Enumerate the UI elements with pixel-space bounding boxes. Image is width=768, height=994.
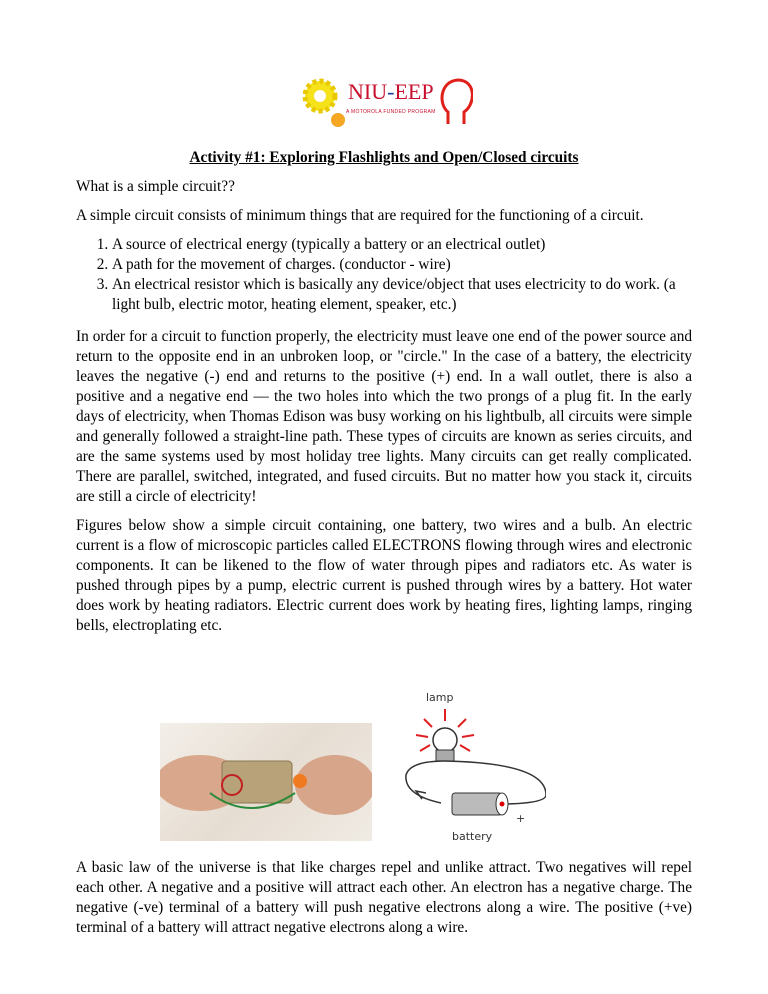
circuit-diagram — [396, 685, 546, 845]
circuit-explanation-paragraph: In order for a circuit to function properly, the electricity must leave one end of the power source and return to the opposite end in an unbroken loop, or "circle." In the case of a battery, the electricity leaves the negative (-) end and returns to the positive (+) end. In a wall outlet, there is also a positive and a negative end — the two holes into which the two prongs of a plug fit. In the early days of electricity, when Thomas Edison was busy working on his lightbulb, all circuits were simple and generally followed a straight-line path. These types of circuits are known as series circuits, and are the same systems used by most holiday tree lights. Many circuits can get really complicated. There are parallel, switched, integrated, and fused circuits. But no matter how you stack it, circuits are still a circle of electricity! — [76, 328, 692, 505]
niu-eep-logo — [298, 76, 473, 128]
battery-label: battery — [452, 830, 493, 843]
battery-icon — [452, 793, 502, 815]
activity-title: Activity #1: Exploring Flashlights and Open/Closed circuits — [189, 149, 579, 166]
charges-paragraph: A basic law of the universe is that like charges repel and unlike attract. Two negatives will repel each other. A negative and a positive will attract each other. An electron has a negative charge. The negative (-ve) terminal of a battery will push negative electrons along a wire. The positive (+ve) terminal of a battery will attract negative electrons along a wire. — [76, 859, 692, 936]
document-body — [76, 148, 692, 947]
lamp-base — [436, 750, 454, 761]
plus-label: + — [516, 812, 526, 825]
lamp-label: lamp — [426, 691, 454, 704]
logo-niu: NIU — [348, 79, 388, 104]
logo-tagline: A MOTOROLA FUNDED PROGRAM — [346, 109, 436, 115]
circuit-photo — [160, 723, 372, 841]
question-heading: What is a simple circuit?? — [76, 178, 235, 195]
list-item: 3. An electrical resistor which is basically any device/object that uses electricity to do work. (a light bulb, electric motor, heating element, speaker, etc.) — [112, 275, 692, 315]
figures — [76, 645, 692, 849]
list-item: 2. A path for the movement of charges. (conductor - wire) — [112, 255, 692, 275]
list-item: 1. A source of electrical energy (typically a battery or an electrical outlet) — [112, 235, 692, 255]
intro-paragraph: A simple circuit consists of minimum things that are required for the functioning of a circuit. — [76, 207, 644, 224]
circuit-requirements-list — [76, 235, 692, 315]
lamp-bulb-icon — [433, 728, 457, 752]
hands-battery-bulb-image — [160, 723, 372, 841]
figures-paragraph: Figures below show a simple circuit containing, one battery, two wires and a bulb. An electric current is a flow of microscopic particles called ELECTRONS flowing through wires and electronic components. It can be likened to the flow of water through pipes and radiators etc. As water is pushed through pipes by a pump, electric current is pushed through wires by a battery. Hot water does work by heating radiators. Electric current does work by heating fires, lighting lamps, ringing bells, electroplating etc. — [76, 517, 692, 634]
logo-dash: - — [387, 79, 395, 104]
logo-eep: EEP — [394, 79, 434, 104]
